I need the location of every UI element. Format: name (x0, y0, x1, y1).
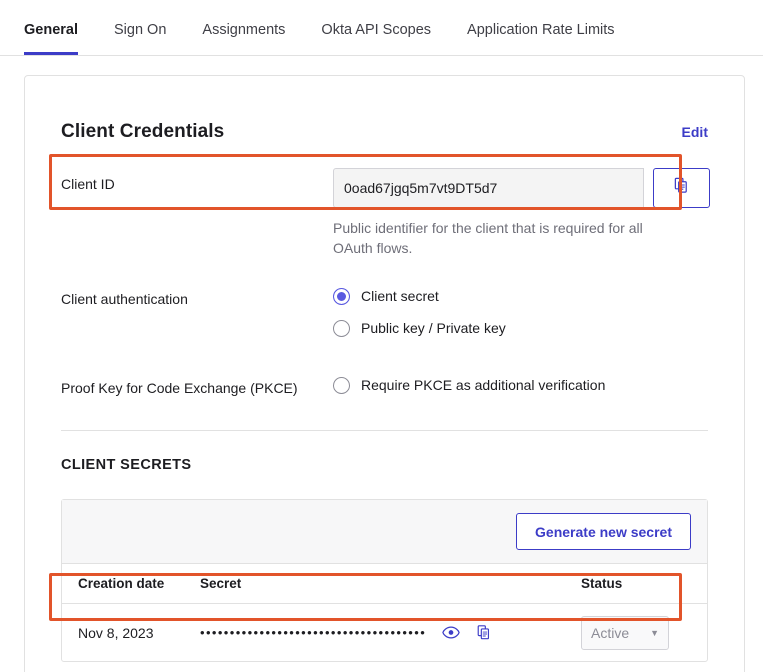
tab-sign-on[interactable]: Sign On (114, 22, 167, 38)
radio-client-secret-label: Client secret (361, 288, 439, 304)
pkce-option-label: Require PKCE as additional verification (361, 377, 606, 393)
tab-assignments[interactable]: Assignments (202, 22, 286, 38)
chevron-down-icon: ▼ (650, 627, 659, 638)
status-dropdown[interactable] (581, 616, 669, 650)
table-row (62, 604, 707, 661)
pkce-row (61, 372, 708, 398)
client-authentication-label: Client authentication (61, 291, 188, 307)
client-authentication-row (61, 283, 708, 347)
column-header-status: Status (581, 576, 623, 591)
tab-application-rate-limits[interactable]: Application Rate Limits (467, 22, 615, 38)
radio-icon-unselected (333, 320, 350, 337)
copy-secret-button[interactable] (476, 624, 492, 641)
cell-secret-masked: •••••••••••••••••••••••••••••••••••••• (200, 625, 427, 640)
radio-icon-selected (333, 288, 350, 305)
column-header-secret: Secret (200, 576, 242, 591)
radio-public-private-key[interactable] (333, 315, 708, 341)
client-credentials-card (24, 75, 745, 672)
pkce-checkbox-row[interactable] (333, 372, 708, 398)
radio-client-secret[interactable] (333, 283, 708, 309)
checkbox-icon (333, 377, 350, 394)
edit-button[interactable]: Edit (681, 124, 708, 140)
page-title: Client Credentials (61, 121, 225, 142)
reveal-secret-button[interactable] (442, 626, 460, 639)
secrets-toolbar (62, 500, 707, 564)
tab-bar (0, 0, 763, 56)
tab-okta-api-scopes[interactable]: Okta API Scopes (321, 22, 432, 38)
client-id-input[interactable]: 0oad67jgq5m7vt9DT5d7 (333, 168, 644, 208)
copy-icon (673, 177, 690, 199)
section-divider (61, 430, 708, 431)
column-header-creation-date: Creation date (78, 576, 165, 591)
copy-icon (476, 629, 492, 644)
client-secrets-title: CLIENT SECRETS (61, 457, 192, 473)
client-id-label: Client ID (61, 176, 115, 192)
tab-general[interactable]: General (24, 22, 78, 55)
cell-creation-date: Nov 8, 2023 (78, 624, 154, 641)
card-header (61, 106, 708, 143)
client-secrets-table (61, 499, 708, 662)
client-id-row (61, 168, 708, 258)
pkce-label: Proof Key for Code Exchange (PKCE) (61, 380, 298, 396)
eye-icon (442, 627, 460, 642)
radio-public-private-key-label: Public key / Private key (361, 320, 506, 336)
generate-new-secret-button[interactable]: Generate new secret (516, 513, 691, 550)
client-id-help-text: Public identifier for the client that is required for all OAuth flows. (333, 220, 643, 256)
table-header (62, 564, 707, 604)
copy-client-id-button[interactable] (653, 168, 710, 208)
status-badge: Active (591, 624, 630, 641)
